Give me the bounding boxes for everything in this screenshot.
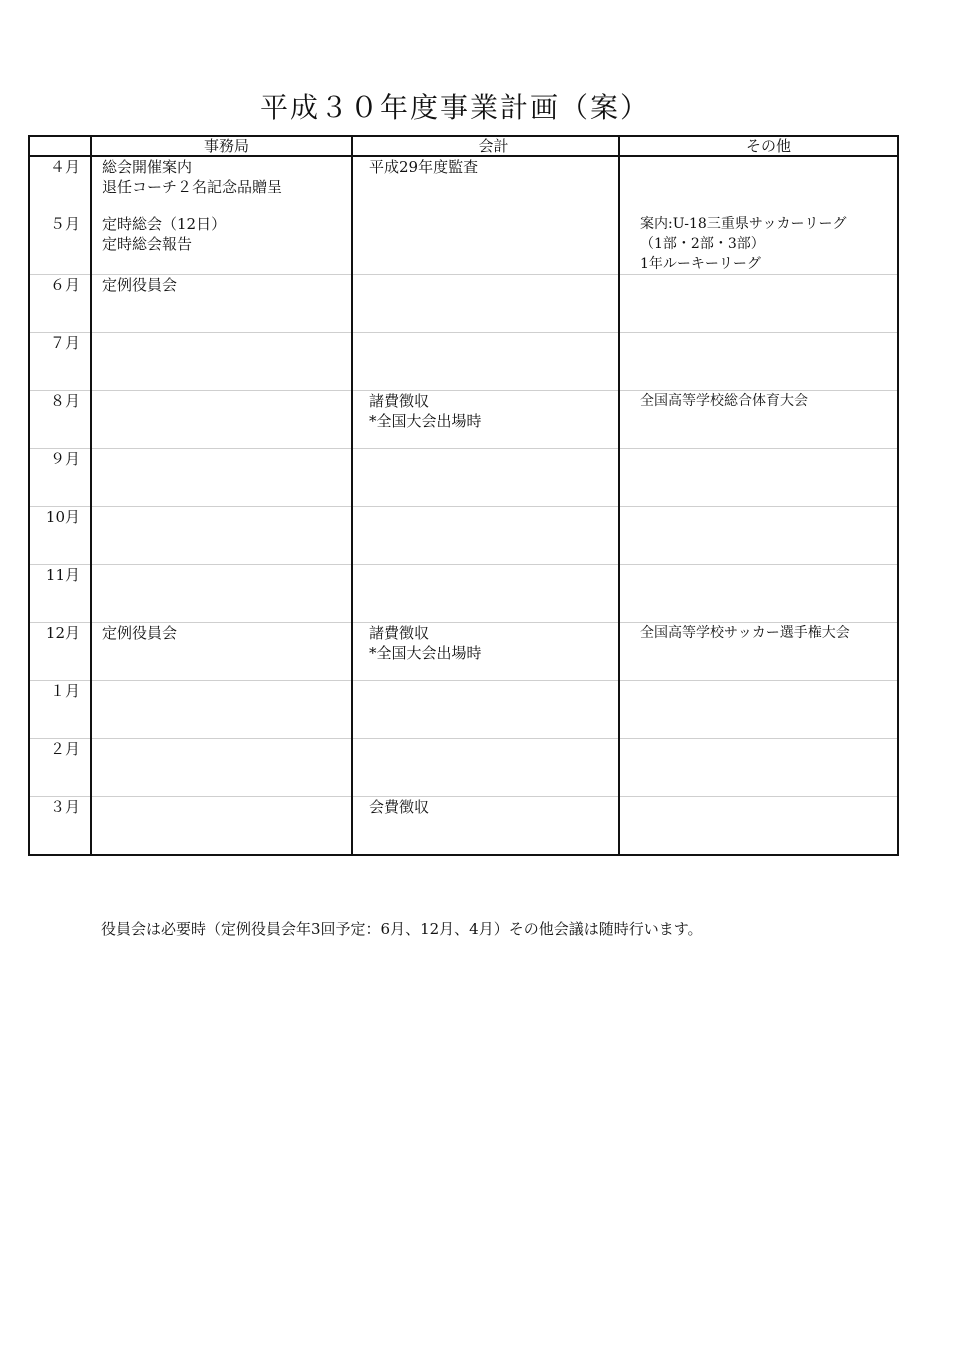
month-cell: 12月: [29, 623, 91, 681]
cell-text-line: 定時総会（12日）: [102, 215, 227, 233]
jimukyoku-cell: [91, 156, 352, 214]
table-row: [29, 507, 898, 565]
table-row: [29, 214, 898, 275]
footnote: 役員会は必要時（定例役員会年3回予定：6月、12月、4月）その他会議は随時行います。: [101, 920, 703, 938]
jimukyoku-cell: [91, 507, 352, 565]
other-cell: [619, 333, 898, 391]
jimukyoku-cell: [91, 391, 352, 449]
cell-text-line: 案内:U-18三重県サッカーリーグ: [640, 216, 847, 232]
month-cell: ４月: [29, 156, 91, 214]
cell-text-line: 総会開催案内: [102, 158, 193, 176]
month-cell: ５月: [49, 215, 80, 233]
table-row: [29, 156, 898, 214]
table-row: [29, 449, 898, 507]
page-title: 平成３０年度事業計画（案）: [259, 91, 650, 124]
kaikei-cell: [352, 507, 619, 565]
jimukyoku-cell: [91, 275, 352, 333]
month-cell: １月: [29, 681, 91, 739]
plan-table: [28, 135, 899, 856]
other-cell: [619, 275, 898, 333]
kaikei-cell: [352, 797, 619, 855]
other-cell: [619, 391, 898, 449]
cell-text-line: 全国高等学校サッカー選手権大会: [640, 625, 850, 641]
cell-text-line: *全国大会出場時: [369, 412, 482, 430]
cell-text-line: 定例役員会: [102, 624, 178, 642]
cell-text-line: 定例役員会: [102, 276, 178, 294]
kaikei-cell: [352, 275, 619, 333]
table-row: [29, 275, 898, 333]
other-cell: [619, 739, 898, 797]
kaikei-cell: [352, 739, 619, 797]
other-cell: [619, 507, 898, 565]
table-row: [29, 333, 898, 391]
table-row: [29, 391, 898, 449]
kaikei-cell: [352, 214, 619, 275]
jimukyoku-cell: [91, 739, 352, 797]
table-row: [29, 681, 898, 739]
table-body: [29, 156, 898, 855]
jimukyoku-cell: [91, 623, 352, 681]
jimukyoku-cell: [91, 449, 352, 507]
other-cell: [619, 797, 898, 855]
table-header-row: [29, 136, 898, 156]
month-cell: ７月: [29, 333, 91, 391]
other-cell: [619, 449, 898, 507]
jimukyoku-cell: [91, 214, 352, 275]
month-cell: ９月: [29, 449, 91, 507]
jimukyoku-cell: [91, 333, 352, 391]
table-row: [29, 739, 898, 797]
cell-text-line: *全国大会出場時: [369, 644, 482, 662]
other-cell: [619, 681, 898, 739]
cell-text-line: 1年ルーキーリーグ: [640, 256, 761, 272]
header-jimukyoku: 事務局: [91, 136, 352, 156]
month-cell: ６月: [29, 275, 91, 333]
other-cell: [619, 156, 898, 214]
jimukyoku-cell: [91, 681, 352, 739]
other-cell: [619, 623, 898, 681]
cell-text-line: 諸費徴収: [369, 392, 430, 410]
header-other: その他: [619, 136, 898, 156]
jimukyoku-cell: [91, 565, 352, 623]
table-row: [29, 565, 898, 623]
cell-text-line: 諸費徴収: [369, 624, 430, 642]
header-kaikei: 会計: [352, 136, 619, 156]
kaikei-cell: [352, 449, 619, 507]
kaikei-cell: [352, 623, 619, 681]
table-row: [29, 623, 898, 681]
kaikei-cell: [352, 333, 619, 391]
cell-text-line: 会費徴収: [369, 798, 430, 816]
month-cell: ８月: [29, 391, 91, 449]
month-cell: 10月: [29, 507, 91, 565]
month-cell: ２月: [29, 739, 91, 797]
other-cell: [619, 565, 898, 623]
cell-text-line: 全国高等学校総合体育大会: [640, 393, 808, 409]
month-cell: ３月: [29, 797, 91, 855]
month-cell: 11月: [29, 565, 91, 623]
cell-text-line: （1部・2部・3部）: [640, 236, 765, 252]
jimukyoku-cell: [91, 797, 352, 855]
kaikei-cell: [352, 565, 619, 623]
cell-text-line: 退任コーチ２名記念品贈呈: [102, 178, 283, 196]
cell-text-line: 定時総会報告: [102, 235, 193, 253]
kaikei-cell: [352, 156, 619, 214]
cell-text-line: 平成29年度監査: [369, 158, 479, 176]
kaikei-cell: [352, 681, 619, 739]
kaikei-cell: [352, 391, 619, 449]
header-month: [29, 136, 91, 156]
other-cell: [619, 214, 898, 275]
table-row: [29, 797, 898, 855]
